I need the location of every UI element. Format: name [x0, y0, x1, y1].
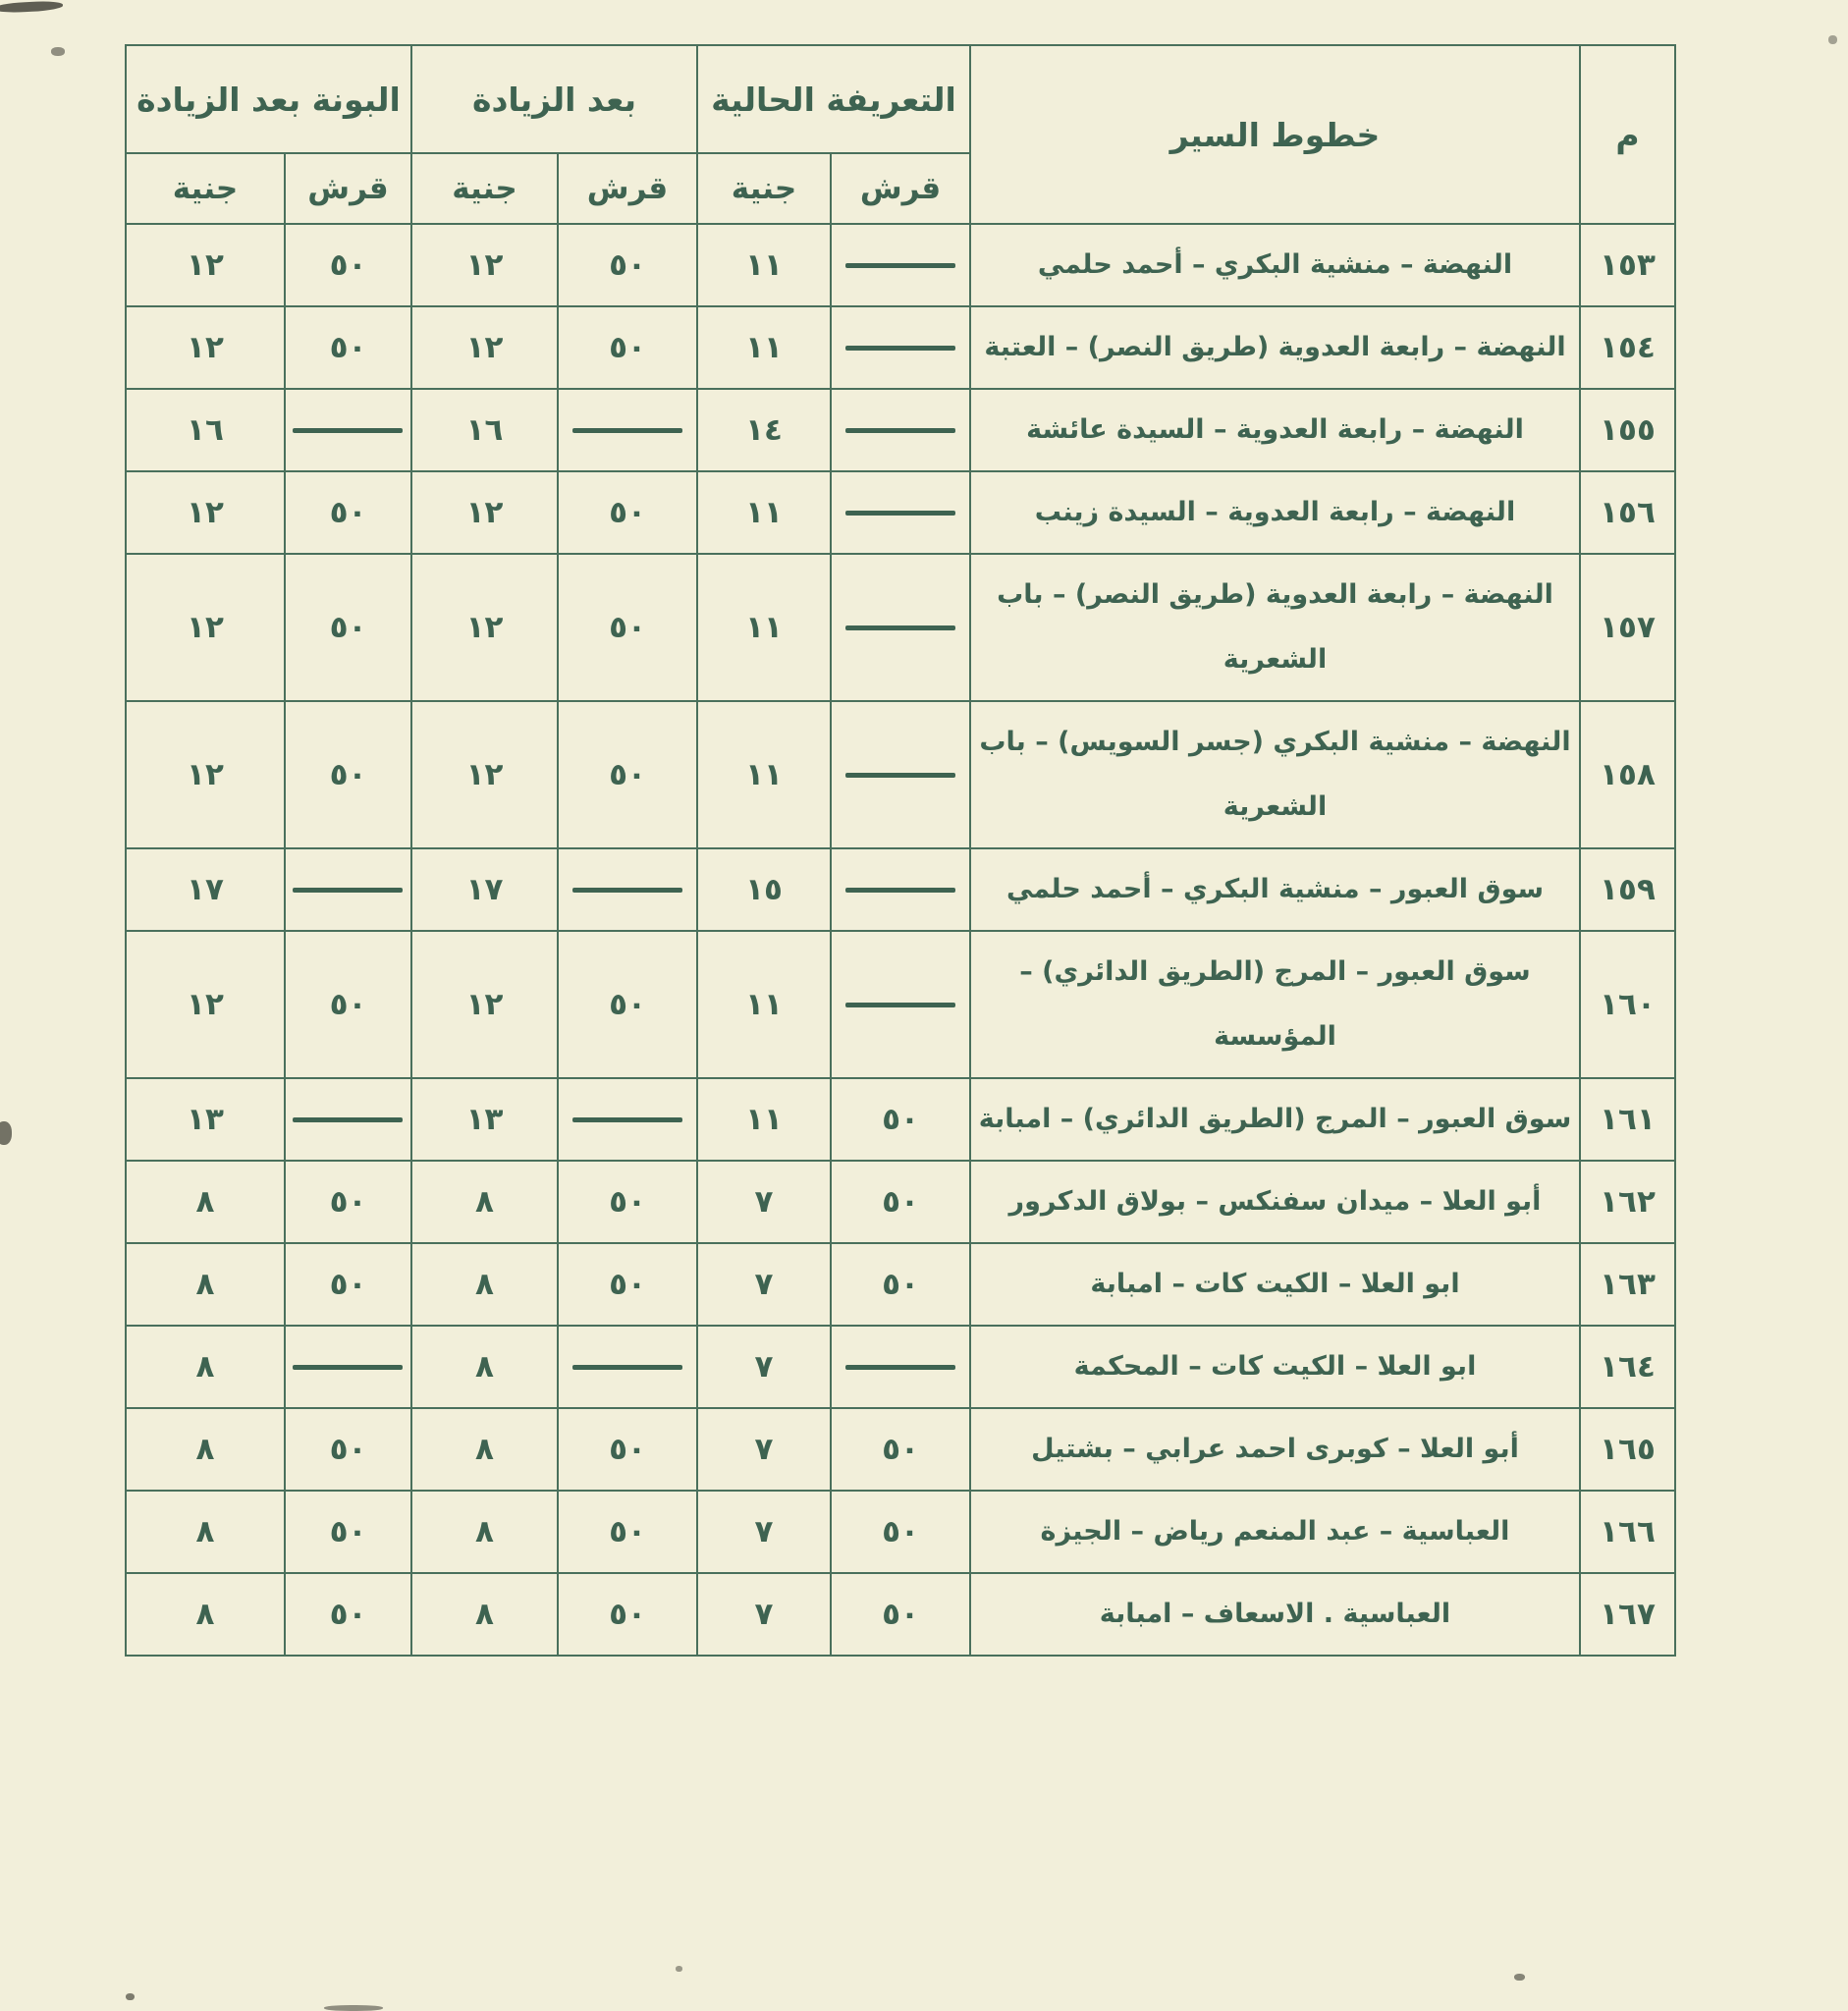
- table-row: [126, 931, 1675, 1078]
- bonus-after-increase-qirsh-cell: [285, 1326, 411, 1408]
- route-text-line2: الشعرية: [1223, 644, 1328, 675]
- route-text: أبو العلا – كوبرى احمد عرابي – بشتيل: [1031, 1434, 1519, 1464]
- route-text: ابو العلا – الكيت كات – المحكمة: [1073, 1351, 1477, 1382]
- after-increase-geneih-cell: ٨: [411, 1243, 558, 1326]
- route-cell: [970, 306, 1580, 389]
- route-text: النهضة – رابعة العدوية (طريق النصر) – العتبة: [984, 332, 1566, 362]
- empty-value-dash: [845, 263, 955, 268]
- table-row: [126, 1573, 1675, 1656]
- table-row: [126, 1078, 1675, 1161]
- current-tariff-geneih-cell: ١١: [697, 701, 831, 848]
- after-increase-geneih-cell: ١٢: [411, 471, 558, 554]
- route-text: العباسية . الاسعاف – امبابة: [1099, 1599, 1451, 1629]
- header-bonus-geneih: جنية: [126, 153, 285, 224]
- after-increase-geneih-cell: ١٢: [411, 224, 558, 306]
- row-number-cell: ١٦٤: [1580, 1326, 1675, 1408]
- current-tariff-qirsh-cell: [831, 701, 970, 848]
- row-number-cell: ١٦٣: [1580, 1243, 1675, 1326]
- after-increase-geneih-cell: ٨: [411, 1573, 558, 1656]
- row-number-cell: ١٦٠: [1580, 931, 1675, 1078]
- current-tariff-qirsh-cell: ٥٠: [831, 1573, 970, 1656]
- current-tariff-geneih-cell: ١٥: [697, 848, 831, 931]
- route-text: سوق العبور – المرج (الطريق الدائري) –: [1019, 956, 1531, 987]
- after-increase-qirsh-cell: ٥٠: [558, 554, 697, 701]
- table-row: [126, 1326, 1675, 1408]
- route-cell: [970, 1243, 1580, 1326]
- route-text: النهضة – رابعة العدوية – السيدة عائشة: [1026, 414, 1524, 445]
- current-tariff-qirsh-cell: [831, 931, 970, 1078]
- after-increase-geneih-cell: ١٢: [411, 554, 558, 701]
- bonus-after-increase-geneih-cell: ١٢: [126, 701, 285, 848]
- after-increase-qirsh-cell: ٥٠: [558, 306, 697, 389]
- table-row: [126, 471, 1675, 554]
- after-increase-qirsh-cell: [558, 1326, 697, 1408]
- after-increase-qirsh-cell: ٥٠: [558, 471, 697, 554]
- current-tariff-qirsh-cell: [831, 306, 970, 389]
- current-tariff-geneih-cell: ١١: [697, 224, 831, 306]
- scan-speck: [0, 0, 63, 14]
- route-cell: [970, 1491, 1580, 1573]
- header-no: م: [1580, 45, 1675, 224]
- route-text: النهضة – رابعة العدوية – السيدة زينب: [1034, 497, 1516, 527]
- empty-value-dash: [572, 1365, 682, 1370]
- table-row: [126, 1243, 1675, 1326]
- empty-value-dash: [845, 773, 955, 778]
- empty-value-dash: [572, 888, 682, 893]
- route-cell: [970, 848, 1580, 931]
- current-tariff-qirsh-cell: ٥٠: [831, 1491, 970, 1573]
- current-tariff-qirsh-cell: [831, 471, 970, 554]
- after-increase-qirsh-cell: ٥٠: [558, 224, 697, 306]
- bonus-after-increase-qirsh-cell: ٥٠: [285, 471, 411, 554]
- route-text: النهضة – رابعة العدوية (طريق النصر) – باب: [997, 579, 1553, 610]
- after-increase-qirsh-cell: ٥٠: [558, 701, 697, 848]
- after-increase-geneih-cell: ٨: [411, 1491, 558, 1573]
- after-increase-geneih-cell: ١٦: [411, 389, 558, 471]
- route-text-line2: الشعرية: [1223, 791, 1328, 822]
- after-increase-qirsh-cell: [558, 1078, 697, 1161]
- route-cell: [970, 1326, 1580, 1408]
- bonus-after-increase-geneih-cell: ٨: [126, 1408, 285, 1491]
- bonus-after-increase-qirsh-cell: ٥٠: [285, 1491, 411, 1573]
- after-increase-geneih-cell: ٨: [411, 1408, 558, 1491]
- current-tariff-geneih-cell: ١١: [697, 306, 831, 389]
- current-tariff-geneih-cell: ١١: [697, 931, 831, 1078]
- empty-value-dash: [572, 428, 682, 433]
- current-tariff-qirsh-cell: ٥٠: [831, 1243, 970, 1326]
- route-text: العباسية – عبد المنعم رياض – الجيزة: [1040, 1516, 1510, 1547]
- after-increase-geneih-cell: ٨: [411, 1326, 558, 1408]
- bonus-after-increase-geneih-cell: ٨: [126, 1326, 285, 1408]
- current-tariff-qirsh-cell: ٥٠: [831, 1408, 970, 1491]
- route-cell: [970, 1161, 1580, 1243]
- current-tariff-geneih-cell: ٧: [697, 1326, 831, 1408]
- scan-speck: [1514, 1974, 1525, 1981]
- bonus-after-increase-geneih-cell: ١٢: [126, 931, 285, 1078]
- after-increase-qirsh-cell: ٥٠: [558, 1161, 697, 1243]
- after-increase-qirsh-cell: ٥٠: [558, 1573, 697, 1656]
- empty-value-dash: [572, 1117, 682, 1122]
- bonus-after-increase-geneih-cell: ١٣: [126, 1078, 285, 1161]
- scan-speck: [324, 2005, 383, 2011]
- header-routes: خطوط السير: [970, 45, 1580, 224]
- current-tariff-geneih-cell: ٧: [697, 1161, 831, 1243]
- current-tariff-geneih-cell: ١٤: [697, 389, 831, 471]
- route-text: سوق العبور – المرج (الطريق الدائري) – امبابة: [978, 1104, 1572, 1134]
- row-number-cell: ١٦٦: [1580, 1491, 1675, 1573]
- table-row: [126, 554, 1675, 701]
- row-number-cell: ١٥٣: [1580, 224, 1675, 306]
- bonus-after-increase-qirsh-cell: ٥٠: [285, 224, 411, 306]
- empty-value-dash: [293, 428, 403, 433]
- scan-speck: [126, 1993, 135, 2000]
- current-tariff-geneih-cell: ٧: [697, 1573, 831, 1656]
- scan-speck: [0, 1121, 12, 1145]
- current-tariff-geneih-cell: ٧: [697, 1243, 831, 1326]
- header-bonus-after-increase: البونة بعد الزيادة: [126, 45, 411, 153]
- current-tariff-qirsh-cell: ٥٠: [831, 1161, 970, 1243]
- bonus-after-increase-geneih-cell: ١٢: [126, 554, 285, 701]
- empty-value-dash: [293, 888, 403, 893]
- bonus-after-increase-qirsh-cell: [285, 389, 411, 471]
- current-tariff-geneih-cell: ١١: [697, 1078, 831, 1161]
- table-row: [126, 701, 1675, 848]
- empty-value-dash: [845, 428, 955, 433]
- scan-speck: [51, 47, 65, 56]
- empty-value-dash: [845, 625, 955, 630]
- route-cell: [970, 471, 1580, 554]
- route-cell: [970, 389, 1580, 471]
- table-row: [126, 389, 1675, 471]
- bonus-after-increase-qirsh-cell: ٥٠: [285, 701, 411, 848]
- header-after-qirsh: قرش: [558, 153, 697, 224]
- after-increase-qirsh-cell: ٥٠: [558, 1408, 697, 1491]
- empty-value-dash: [845, 346, 955, 351]
- header-current-tariff: التعريفة الحالية: [697, 45, 970, 153]
- after-increase-geneih-cell: ١٢: [411, 701, 558, 848]
- empty-value-dash: [845, 511, 955, 516]
- route-text: النهضة – منشية البكري (جسر السويس) – باب: [979, 727, 1571, 757]
- header-current-qirsh: قرش: [831, 153, 970, 224]
- bonus-after-increase-qirsh-cell: ٥٠: [285, 1573, 411, 1656]
- empty-value-dash: [845, 1365, 955, 1370]
- empty-value-dash: [845, 1003, 955, 1007]
- current-tariff-geneih-cell: ٧: [697, 1491, 831, 1573]
- route-cell: [970, 224, 1580, 306]
- bonus-after-increase-qirsh-cell: ٥٠: [285, 1243, 411, 1326]
- route-cell: [970, 554, 1580, 701]
- after-increase-geneih-cell: ١٢: [411, 931, 558, 1078]
- route-cell: [970, 931, 1580, 1078]
- current-tariff-qirsh-cell: [831, 389, 970, 471]
- current-tariff-geneih-cell: ١١: [697, 554, 831, 701]
- header-bonus-qirsh: قرش: [285, 153, 411, 224]
- route-cell: [970, 1573, 1580, 1656]
- header-current-geneih: جنية: [697, 153, 831, 224]
- after-increase-geneih-cell: ٨: [411, 1161, 558, 1243]
- bonus-after-increase-qirsh-cell: ٥٠: [285, 306, 411, 389]
- bonus-after-increase-qirsh-cell: ٥٠: [285, 931, 411, 1078]
- tariff-table-container: [125, 44, 1676, 1657]
- after-increase-geneih-cell: ١٣: [411, 1078, 558, 1161]
- row-number-cell: ١٥٤: [1580, 306, 1675, 389]
- bonus-after-increase-geneih-cell: ١٢: [126, 471, 285, 554]
- table-row: [126, 1408, 1675, 1491]
- header-after-increase: بعد الزيادة: [411, 45, 697, 153]
- header-group-row: [126, 45, 1675, 153]
- after-increase-qirsh-cell: [558, 389, 697, 471]
- row-number-cell: ١٦٢: [1580, 1161, 1675, 1243]
- header-after-geneih: جنية: [411, 153, 558, 224]
- row-number-cell: ١٦٥: [1580, 1408, 1675, 1491]
- current-tariff-qirsh-cell: ٥٠: [831, 1078, 970, 1161]
- route-text: ابو العلا – الكيت كات – امبابة: [1090, 1269, 1460, 1299]
- current-tariff-qirsh-cell: [831, 848, 970, 931]
- bonus-after-increase-qirsh-cell: ٥٠: [285, 1161, 411, 1243]
- bonus-after-increase-qirsh-cell: [285, 1078, 411, 1161]
- route-text: النهضة – منشية البكري – أحمد حلمي: [1037, 249, 1513, 280]
- after-increase-qirsh-cell: ٥٠: [558, 1491, 697, 1573]
- table-row: [126, 224, 1675, 306]
- table-body: [126, 224, 1675, 1656]
- scan-speck: [1828, 35, 1837, 44]
- after-increase-geneih-cell: ١٧: [411, 848, 558, 931]
- bonus-after-increase-qirsh-cell: [285, 848, 411, 931]
- route-cell: [970, 1078, 1580, 1161]
- empty-value-dash: [845, 888, 955, 893]
- bonus-after-increase-geneih-cell: ١٢: [126, 306, 285, 389]
- bonus-after-increase-geneih-cell: ١٧: [126, 848, 285, 931]
- row-number-cell: ١٥٧: [1580, 554, 1675, 701]
- bonus-after-increase-geneih-cell: ٨: [126, 1491, 285, 1573]
- bonus-after-increase-geneih-cell: ١٦: [126, 389, 285, 471]
- row-number-cell: ١٦٧: [1580, 1573, 1675, 1656]
- current-tariff-qirsh-cell: [831, 1326, 970, 1408]
- route-text: أبو العلا – ميدان سفنكس – بولاق الدكرور: [1008, 1186, 1542, 1217]
- after-increase-qirsh-cell: ٥٠: [558, 931, 697, 1078]
- route-text: سوق العبور – منشية البكري – أحمد حلمي: [1006, 874, 1545, 904]
- row-number-cell: ١٥٦: [1580, 471, 1675, 554]
- bonus-after-increase-qirsh-cell: ٥٠: [285, 1408, 411, 1491]
- current-tariff-geneih-cell: ١١: [697, 471, 831, 554]
- bonus-after-increase-geneih-cell: ١٢: [126, 224, 285, 306]
- table-row: [126, 1491, 1675, 1573]
- after-increase-qirsh-cell: ٥٠: [558, 1243, 697, 1326]
- bonus-after-increase-geneih-cell: ٨: [126, 1243, 285, 1326]
- bonus-after-increase-geneih-cell: ٨: [126, 1161, 285, 1243]
- after-increase-qirsh-cell: [558, 848, 697, 931]
- row-number-cell: ١٥٩: [1580, 848, 1675, 931]
- empty-value-dash: [293, 1365, 403, 1370]
- empty-value-dash: [293, 1117, 403, 1122]
- after-increase-geneih-cell: ١٢: [411, 306, 558, 389]
- table-header: [126, 45, 1675, 224]
- current-tariff-qirsh-cell: [831, 224, 970, 306]
- route-cell: [970, 701, 1580, 848]
- bonus-after-increase-geneih-cell: ٨: [126, 1573, 285, 1656]
- tariff-table: [125, 44, 1676, 1657]
- table-row: [126, 848, 1675, 931]
- scan-speck: [676, 1966, 682, 1972]
- route-text-line2: المؤسسة: [1214, 1021, 1336, 1052]
- route-cell: [970, 1408, 1580, 1491]
- row-number-cell: ١٦١: [1580, 1078, 1675, 1161]
- table-row: [126, 1161, 1675, 1243]
- current-tariff-qirsh-cell: [831, 554, 970, 701]
- table-row: [126, 306, 1675, 389]
- current-tariff-geneih-cell: ٧: [697, 1408, 831, 1491]
- row-number-cell: ١٥٨: [1580, 701, 1675, 848]
- bonus-after-increase-qirsh-cell: ٥٠: [285, 554, 411, 701]
- row-number-cell: ١٥٥: [1580, 389, 1675, 471]
